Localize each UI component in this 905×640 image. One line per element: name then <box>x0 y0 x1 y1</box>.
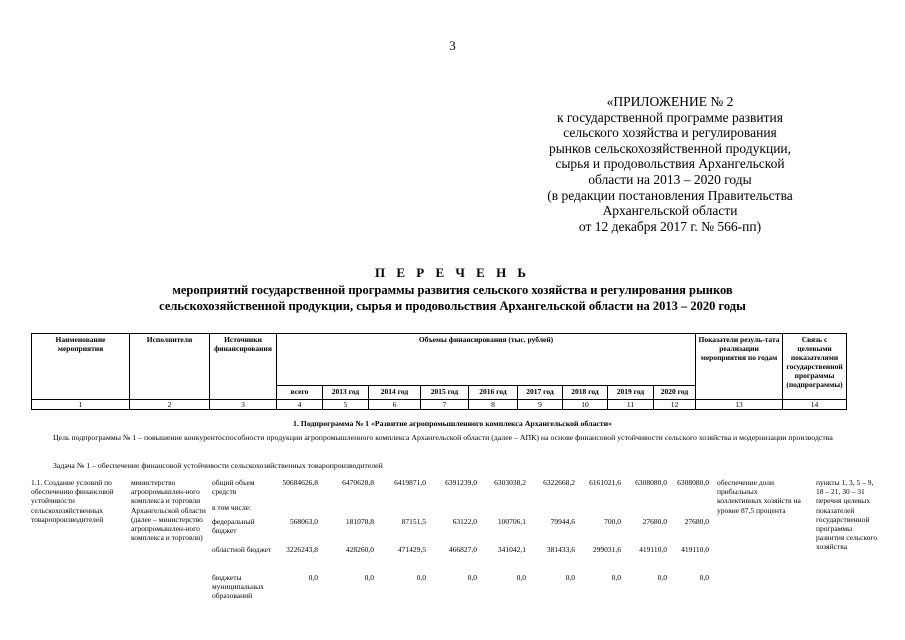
financing-value: 299031,6 <box>592 545 621 554</box>
year-header: 2018 год <box>563 386 608 400</box>
appendix-line: «ПРИЛОЖЕНИЕ № 2 <box>606 94 734 109</box>
financing-value: 181078,8 <box>345 517 374 526</box>
financing-value: 100706,1 <box>497 517 526 526</box>
measure-indicator: обеспечение доли прибыльных коллективных хозяйств на уровне 87,5 процента <box>717 478 801 515</box>
column-number: 3 <box>210 400 277 410</box>
column-number: 4 <box>277 400 323 410</box>
financing-value: 6391239,0 <box>445 478 477 487</box>
financing-value: 0,0 <box>611 573 621 582</box>
financing-value: 6308080,0 <box>635 478 667 487</box>
document-title <box>0 282 905 314</box>
subprogram-goal: Цель подпрограммы № 1 – повышение конкурентоспособности продукции агропромышленного комплекса Архангельской области (далее – АПК) на основе финансовой устойчивости сельского хозяйства и модернизации производства <box>53 433 833 442</box>
column-number: 9 <box>518 400 563 410</box>
appendix-line: сырья и продовольствия Архангельской <box>555 156 785 172</box>
financing-value: 381433,6 <box>546 545 575 554</box>
table-header <box>31 333 847 410</box>
header-link: Связь с целевыми показателями государственной программы (подпрограммы) <box>783 334 847 400</box>
appendix-line: Архангельской области <box>602 203 738 219</box>
appendix-line: от 12 декабря 2017 г. № 566-пп) <box>578 218 762 234</box>
source-label: федеральный бюджет <box>212 517 255 536</box>
subprogram-title: 1. Подпрограмма № 1 «Развитие агропромышленного комплекса Архангельской области» <box>292 419 613 428</box>
financing-value: 471429,5 <box>397 545 426 554</box>
financing-value: 0,0 <box>308 573 318 582</box>
year-header: 2015 год <box>421 386 469 400</box>
year-header: 2019 год <box>608 386 654 400</box>
financing-value: 3226243,8 <box>286 545 318 554</box>
column-number: 2 <box>130 400 210 410</box>
financing-value: 27680,0 <box>684 517 709 526</box>
appendix-line: к государственной программе развития <box>557 109 783 125</box>
year-header: 2020 год <box>654 386 696 400</box>
financing-value: 0,0 <box>657 573 667 582</box>
financing-value: 700,0 <box>604 517 621 526</box>
appendix-line: рынков сельскохозяйственной продукции, <box>548 140 792 156</box>
title-line: мероприятий государственной программы развития сельского хозяйства и регулирования рынков <box>172 283 733 297</box>
financing-value: 419110,0 <box>639 545 667 554</box>
header-name: Наименование мероприятия <box>32 334 130 400</box>
financing-value: 79944,6 <box>550 517 575 526</box>
column-number: 10 <box>563 400 608 410</box>
year-header: 2013 год <box>323 386 369 400</box>
year-header: всего <box>277 386 323 400</box>
year-header: 2016 год <box>469 386 518 400</box>
financing-value: 428260,0 <box>345 545 374 554</box>
financing-value: 6322668,2 <box>543 478 575 487</box>
source-label: областной бюджет <box>212 545 272 554</box>
year-header: 2017 год <box>518 386 563 400</box>
appendix-line: (в редакции постановления Правительства <box>547 187 793 203</box>
financing-value: 6161021,6 <box>589 478 621 487</box>
measure-name: 1.1. Создание условий по обеспечению финансовой устойчивости сельскохозяйственных товаропроизводителей <box>31 478 114 524</box>
financing-value: 6470628,8 <box>342 478 374 487</box>
column-number: 8 <box>469 400 518 410</box>
financing-value: 50684626,8 <box>282 478 318 487</box>
header-volume: Объемы финансирования (тыс. рублей) <box>277 334 696 386</box>
column-number: 5 <box>323 400 369 410</box>
financing-value: 419110,0 <box>681 545 709 554</box>
financing-value: 6308080,0 <box>677 478 709 487</box>
title-line: сельскохозяйственной продукции, сырья и продовольствия Архангельской области на 2013 – 2020 годы <box>159 299 746 313</box>
measure-executor: министерство агропромышлен-ного комплекса и торговли Архангельской области (далее – министерство агропромышлен-ного комплекса и торговли) <box>131 478 206 543</box>
financing-value: 0,0 <box>699 573 709 582</box>
financing-value: 6303038,2 <box>494 478 526 487</box>
appendix-line: сельского хозяйства и регулирования <box>563 125 777 141</box>
financing-value: 0,0 <box>364 573 374 582</box>
source-label: бюджеты муниципальных образований <box>212 573 264 601</box>
column-number: 7 <box>421 400 469 410</box>
financing-value: 0,0 <box>565 573 575 582</box>
financing-value: 6419871,0 <box>394 478 426 487</box>
column-number: 1 <box>32 400 130 410</box>
financing-value: 466827,0 <box>448 545 477 554</box>
financing-value: 0,0 <box>467 573 477 582</box>
column-number: 12 <box>654 400 696 410</box>
header-executor: Исполнители <box>130 334 210 400</box>
financing-value: 0,0 <box>516 573 526 582</box>
column-number: 6 <box>369 400 421 410</box>
financing-value: 87151,5 <box>401 517 426 526</box>
page-number: 3 <box>449 38 456 53</box>
measure-link: пункты 1, 3, 5 – 9, 18 – 21, 30 – 31 перечня целевых показателей государственной программы развития сельского хозяйства <box>816 478 878 552</box>
financing-value: 568063,0 <box>289 517 318 526</box>
appendix-block <box>520 94 905 234</box>
source-label: общий объем средств <box>212 478 255 497</box>
appendix-line: области на 2013 – 2020 годы <box>588 171 752 187</box>
column-number: 14 <box>783 400 847 410</box>
column-number: 11 <box>608 400 654 410</box>
source-label: в том числе: <box>212 503 252 512</box>
column-number: 13 <box>696 400 783 410</box>
financing-value: 341042,1 <box>497 545 526 554</box>
year-header: 2014 год <box>369 386 421 400</box>
header-source: Источники финансирования <box>210 334 277 400</box>
financing-value: 0,0 <box>416 573 426 582</box>
document-heading: П Е Р Е Ч Е Н Ь <box>374 265 531 280</box>
header-indicator: Показатели резуль-тата реализации мероприятия по годам <box>696 334 783 400</box>
financing-value: 63122,0 <box>452 517 477 526</box>
task-title: Задача № 1 – обеспечение финансовой устойчивости сельскохозяйственных товаропроизводителей <box>53 461 383 470</box>
financing-value: 27680,0 <box>642 517 667 526</box>
